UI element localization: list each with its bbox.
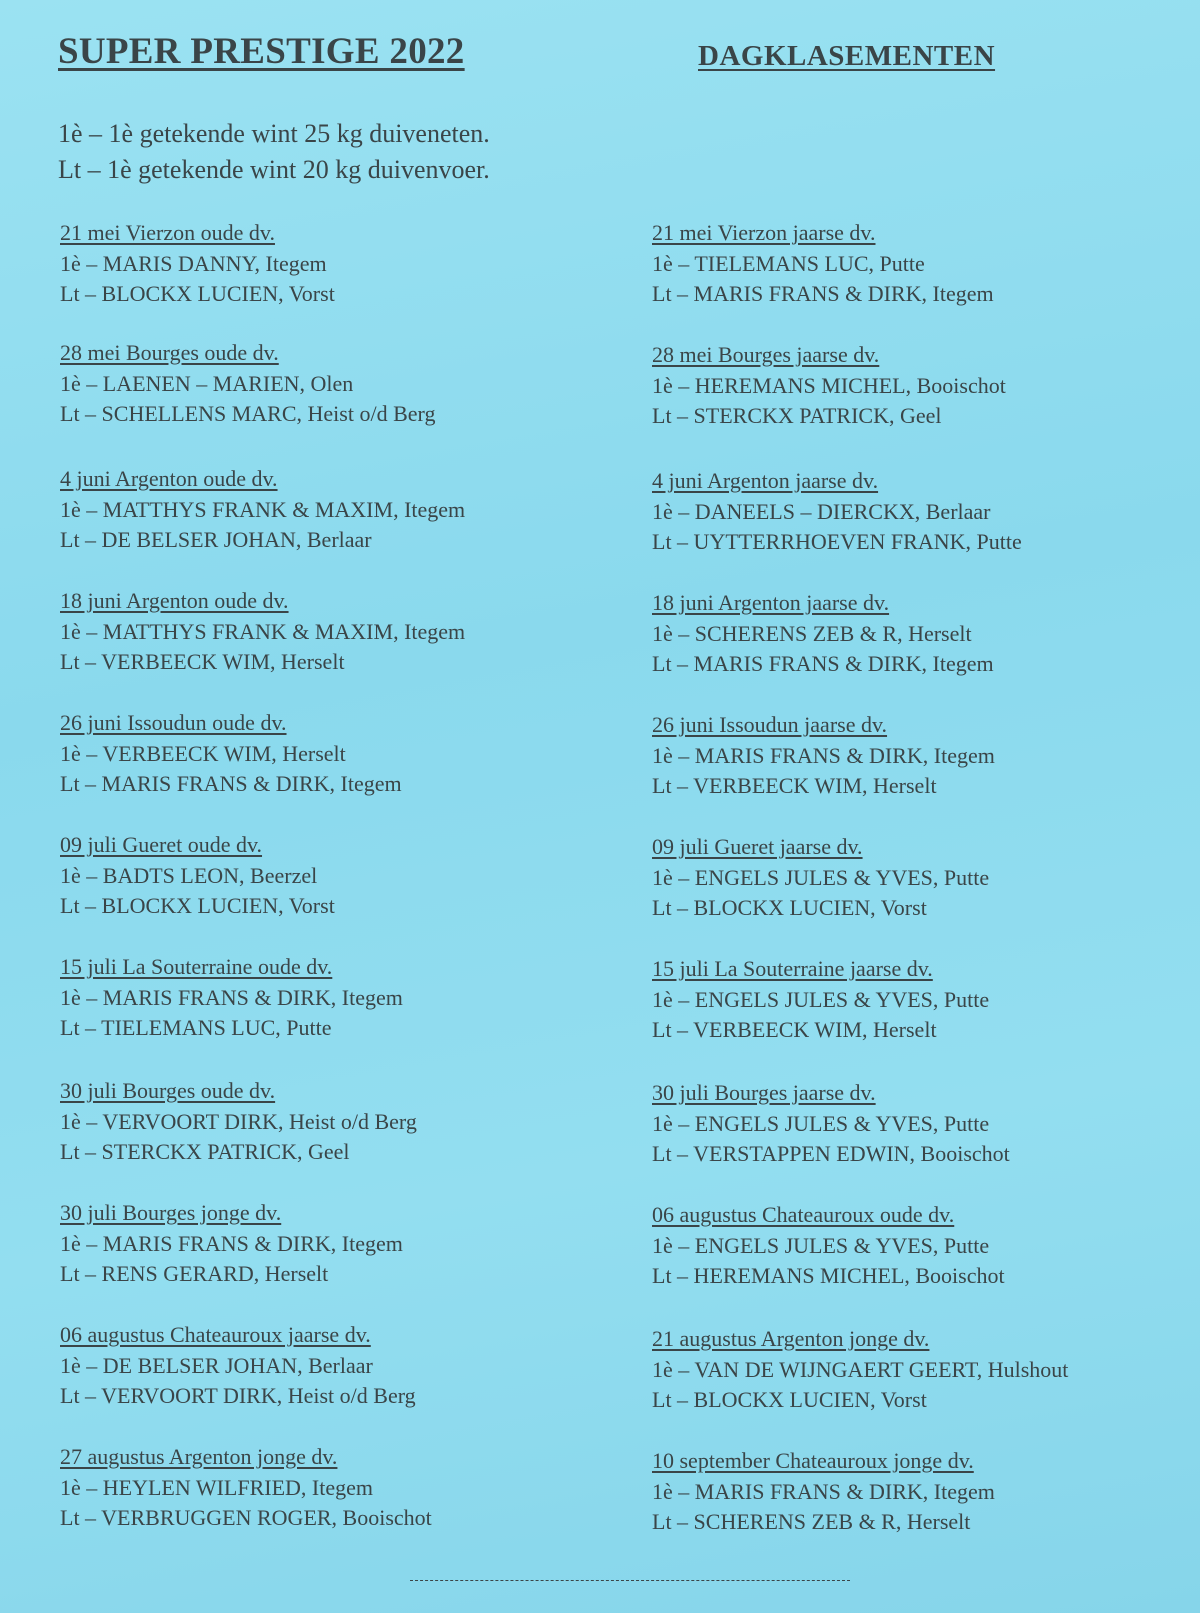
race-heading: 26 juni Issoudun oude dv.	[60, 710, 287, 735]
race-result	[60, 952, 620, 1044]
first-place: 1è – VERBEECK WIM, Herselt	[60, 740, 346, 766]
race-heading: 27 augustus Argenton jonge dv.	[60, 1444, 338, 1469]
last-place: Lt – BLOCKX LUCIEN, Vorst	[60, 281, 335, 306]
race-heading: 09 juli Gueret oude dv.	[60, 832, 263, 857]
race-result	[60, 218, 620, 310]
intro-line: 1è – 1è getekende wint 25 kg duiveneten.	[58, 119, 490, 148]
race-heading: 06 augustus Chateauroux oude dv.	[652, 1202, 955, 1227]
race-heading: 4 juni Argenton oude dv.	[60, 466, 278, 491]
race-heading: 21 mei Vierzon oude dv.	[60, 220, 275, 245]
first-place: 1è – MARIS DANNY, Itegem	[60, 250, 327, 276]
last-place: Lt – BLOCKX LUCIEN, Vorst	[60, 893, 335, 918]
last-place: Lt – TIELEMANS LUC, Putte	[60, 1015, 332, 1040]
first-place: 1è – HEYLEN WILFRIED, Itegem	[60, 1474, 374, 1500]
first-place: 1è – HEREMANS MICHEL, Booischot	[652, 372, 1006, 398]
race-heading: 4 juni Argenton jaarse dv.	[652, 468, 879, 493]
first-place: 1è – LAENEN – MARIEN, Olen	[60, 370, 354, 396]
last-place: Lt – HEREMANS MICHEL, Booischot	[652, 1263, 1005, 1288]
race-heading: 21 augustus Argenton jonge dv.	[652, 1326, 930, 1351]
race-result	[60, 1198, 620, 1290]
last-place: Lt – BLOCKX LUCIEN, Vorst	[652, 1387, 927, 1412]
race-heading: 30 juli Bourges oude dv.	[60, 1078, 276, 1103]
last-place: Lt – VERBEECK WIM, Herselt	[652, 773, 937, 798]
race-result	[652, 1200, 1200, 1292]
race-result	[652, 710, 1200, 802]
last-place: Lt – MARIS FRANS & DIRK, Itegem	[60, 771, 402, 796]
race-result	[652, 588, 1200, 680]
race-heading: 06 augustus Chateauroux jaarse dv.	[60, 1322, 371, 1347]
race-result	[652, 1078, 1200, 1170]
race-result	[652, 1446, 1200, 1538]
race-result	[652, 466, 1200, 558]
race-heading: 21 mei Vierzon jaarse dv.	[652, 220, 876, 245]
last-place: Lt – VERBRUGGEN ROGER, Booischot	[60, 1505, 432, 1530]
race-heading: 18 juni Argenton jaarse dv.	[652, 590, 890, 615]
first-place: 1è – VERVOORT DIRK, Heist o/d Berg	[60, 1108, 417, 1134]
race-heading: 28 mei Bourges jaarse dv.	[652, 342, 880, 367]
race-result	[60, 338, 620, 430]
race-heading: 15 juli La Souterraine oude dv.	[60, 954, 333, 979]
last-place: Lt – DE BELSER JOHAN, Berlaar	[60, 527, 372, 552]
last-place: Lt – STERCKX PATRICK, Geel	[60, 1139, 350, 1164]
race-result	[60, 586, 620, 678]
last-place: Lt – RENS GERARD, Herselt	[60, 1261, 329, 1286]
race-heading: 30 juli Bourges jaarse dv.	[652, 1080, 876, 1105]
race-heading: 26 juni Issoudun jaarse dv.	[652, 712, 888, 737]
page-title: SUPER PRESTIGE 2022	[58, 31, 465, 72]
first-place: 1è – MATTHYS FRANK & MAXIM, Itegem	[60, 496, 466, 522]
first-place: 1è – ENGELS JULES & YVES, Putte	[652, 1110, 990, 1136]
first-place: 1è – ENGELS JULES & YVES, Putte	[652, 864, 990, 890]
race-heading: 28 mei Bourges oude dv.	[60, 340, 279, 365]
last-place: Lt – BLOCKX LUCIEN, Vorst	[652, 895, 927, 920]
race-result	[60, 464, 620, 556]
race-heading: 10 september Chateauroux jonge dv.	[652, 1448, 974, 1473]
race-result	[652, 954, 1200, 1046]
race-heading: 30 juli Bourges jonge dv.	[60, 1200, 282, 1225]
intro-text	[58, 116, 490, 188]
bottom-divider	[410, 1580, 850, 1581]
race-heading: 18 juni Argenton oude dv.	[60, 588, 289, 613]
race-result	[60, 1320, 620, 1412]
race-result	[60, 1442, 620, 1534]
race-heading: 15 juli La Souterraine jaarse dv.	[652, 956, 933, 981]
last-place: Lt – VERBEECK WIM, Herselt	[652, 1017, 937, 1042]
last-place: Lt – MARIS FRANS & DIRK, Itegem	[652, 651, 994, 676]
race-result	[60, 830, 620, 922]
first-place: 1è – ENGELS JULES & YVES, Putte	[652, 986, 990, 1012]
race-result	[60, 1076, 620, 1168]
first-place: 1è – MATTHYS FRANK & MAXIM, Itegem	[60, 618, 466, 644]
last-place: Lt – VERSTAPPEN EDWIN, Booischot	[652, 1141, 1010, 1166]
first-place: 1è – DE BELSER JOHAN, Berlaar	[60, 1352, 373, 1378]
race-result	[60, 708, 620, 800]
last-place: Lt – MARIS FRANS & DIRK, Itegem	[652, 281, 994, 306]
page-subtitle: DAGKLASEMENTEN	[698, 40, 996, 72]
intro-line: Lt – 1è getekende wint 20 kg duivenvoer.	[58, 155, 490, 184]
race-heading: 09 juli Gueret jaarse dv.	[652, 834, 863, 859]
first-place: 1è – MARIS FRANS & DIRK, Itegem	[652, 1478, 995, 1504]
first-place: 1è – TIELEMANS LUC, Putte	[652, 250, 925, 276]
first-place: 1è – ENGELS JULES & YVES, Putte	[652, 1232, 990, 1258]
first-place: 1è – BADTS LEON, Beerzel	[60, 862, 318, 888]
race-result	[652, 832, 1200, 924]
race-result	[652, 1324, 1200, 1416]
first-place: 1è – MARIS FRANS & DIRK, Itegem	[652, 742, 995, 768]
last-place: Lt – SCHERENS ZEB & R, Herselt	[652, 1509, 971, 1534]
last-place: Lt – UYTTERRHOEVEN FRANK, Putte	[652, 529, 1022, 554]
race-result	[652, 218, 1200, 310]
race-result	[652, 340, 1200, 432]
last-place: Lt – STERCKX PATRICK, Geel	[652, 403, 942, 428]
last-place: Lt – SCHELLENS MARC, Heist o/d Berg	[60, 401, 436, 426]
first-place: 1è – MARIS FRANS & DIRK, Itegem	[60, 1230, 403, 1256]
last-place: Lt – VERBEECK WIM, Herselt	[60, 649, 345, 674]
first-place: 1è – DANEELS – DIERCKX, Berlaar	[652, 498, 991, 524]
last-place: Lt – VERVOORT DIRK, Heist o/d Berg	[60, 1383, 416, 1408]
first-place: 1è – SCHERENS ZEB & R, Herselt	[652, 620, 972, 646]
first-place: 1è – VAN DE WIJNGAERT GEERT, Hulshout	[652, 1356, 1069, 1382]
first-place: 1è – MARIS FRANS & DIRK, Itegem	[60, 984, 403, 1010]
